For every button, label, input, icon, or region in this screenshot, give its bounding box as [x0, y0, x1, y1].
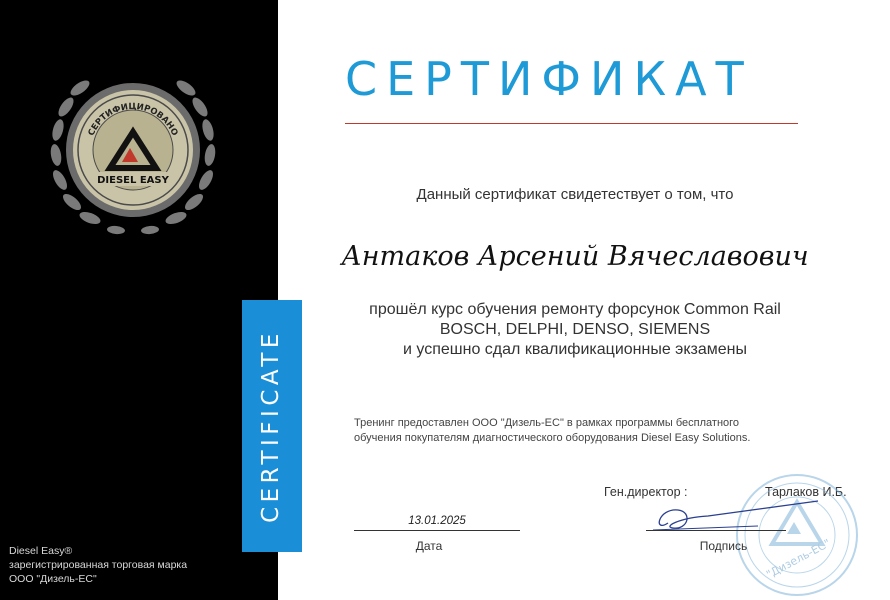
- course-description: [300, 300, 850, 360]
- director-label: Ген.директор :: [604, 485, 688, 499]
- title-divider: [345, 123, 798, 124]
- course-line-3: и успешно сдал квалификационные экзамены: [403, 341, 747, 358]
- director-name: Тарлаков И.Б.: [765, 485, 847, 499]
- date-underline: [354, 530, 520, 531]
- left-panel: [0, 0, 278, 600]
- brand-trademark: зарегистрированная торговая марка: [9, 559, 188, 571]
- training-note: [354, 416, 750, 446]
- seal-emblem: [38, 60, 228, 240]
- issue-date: 13.01.2025: [408, 515, 466, 527]
- seal-bottom-text: DIESEL EASY: [97, 175, 169, 186]
- certificate-title: СЕРТИФИКАТ: [345, 52, 753, 106]
- brand-notice: [9, 544, 187, 586]
- brand-name: Diesel Easy®: [9, 545, 73, 557]
- certificate-lead-text: Данный сертификат свидетествует о том, что: [416, 186, 734, 203]
- signature-mark: [648, 498, 828, 538]
- course-line-1: прошёл курс обучения ремонту форсунок Common Rail: [369, 301, 781, 318]
- training-note-line-1: Тренинг предоставлен ООО "Дизель-ЕС" в рамках программы бесплатного: [354, 417, 740, 429]
- date-label: Дата: [415, 539, 443, 553]
- course-line-2: BOSCH, DELPHI, DENSO, SIEMENS: [439, 321, 711, 338]
- signature-underline: [646, 530, 786, 531]
- signature-label: Подпись: [699, 539, 748, 553]
- certificate-band-text: CERTIFICATE: [258, 329, 284, 523]
- stamp-text: "Дизель-ЕС": [764, 536, 833, 582]
- training-note-line-2: обучения покупателям диагностического оборудования Diesel Easy Solutions.: [354, 432, 751, 444]
- recipient-name: Антаков Арсений Вячеславович: [341, 241, 809, 272]
- brand-company: ООО "Дизель-ЕС": [9, 573, 97, 585]
- seal-top-text: СЕРТИФИЦИРОВАНО: [86, 101, 180, 138]
